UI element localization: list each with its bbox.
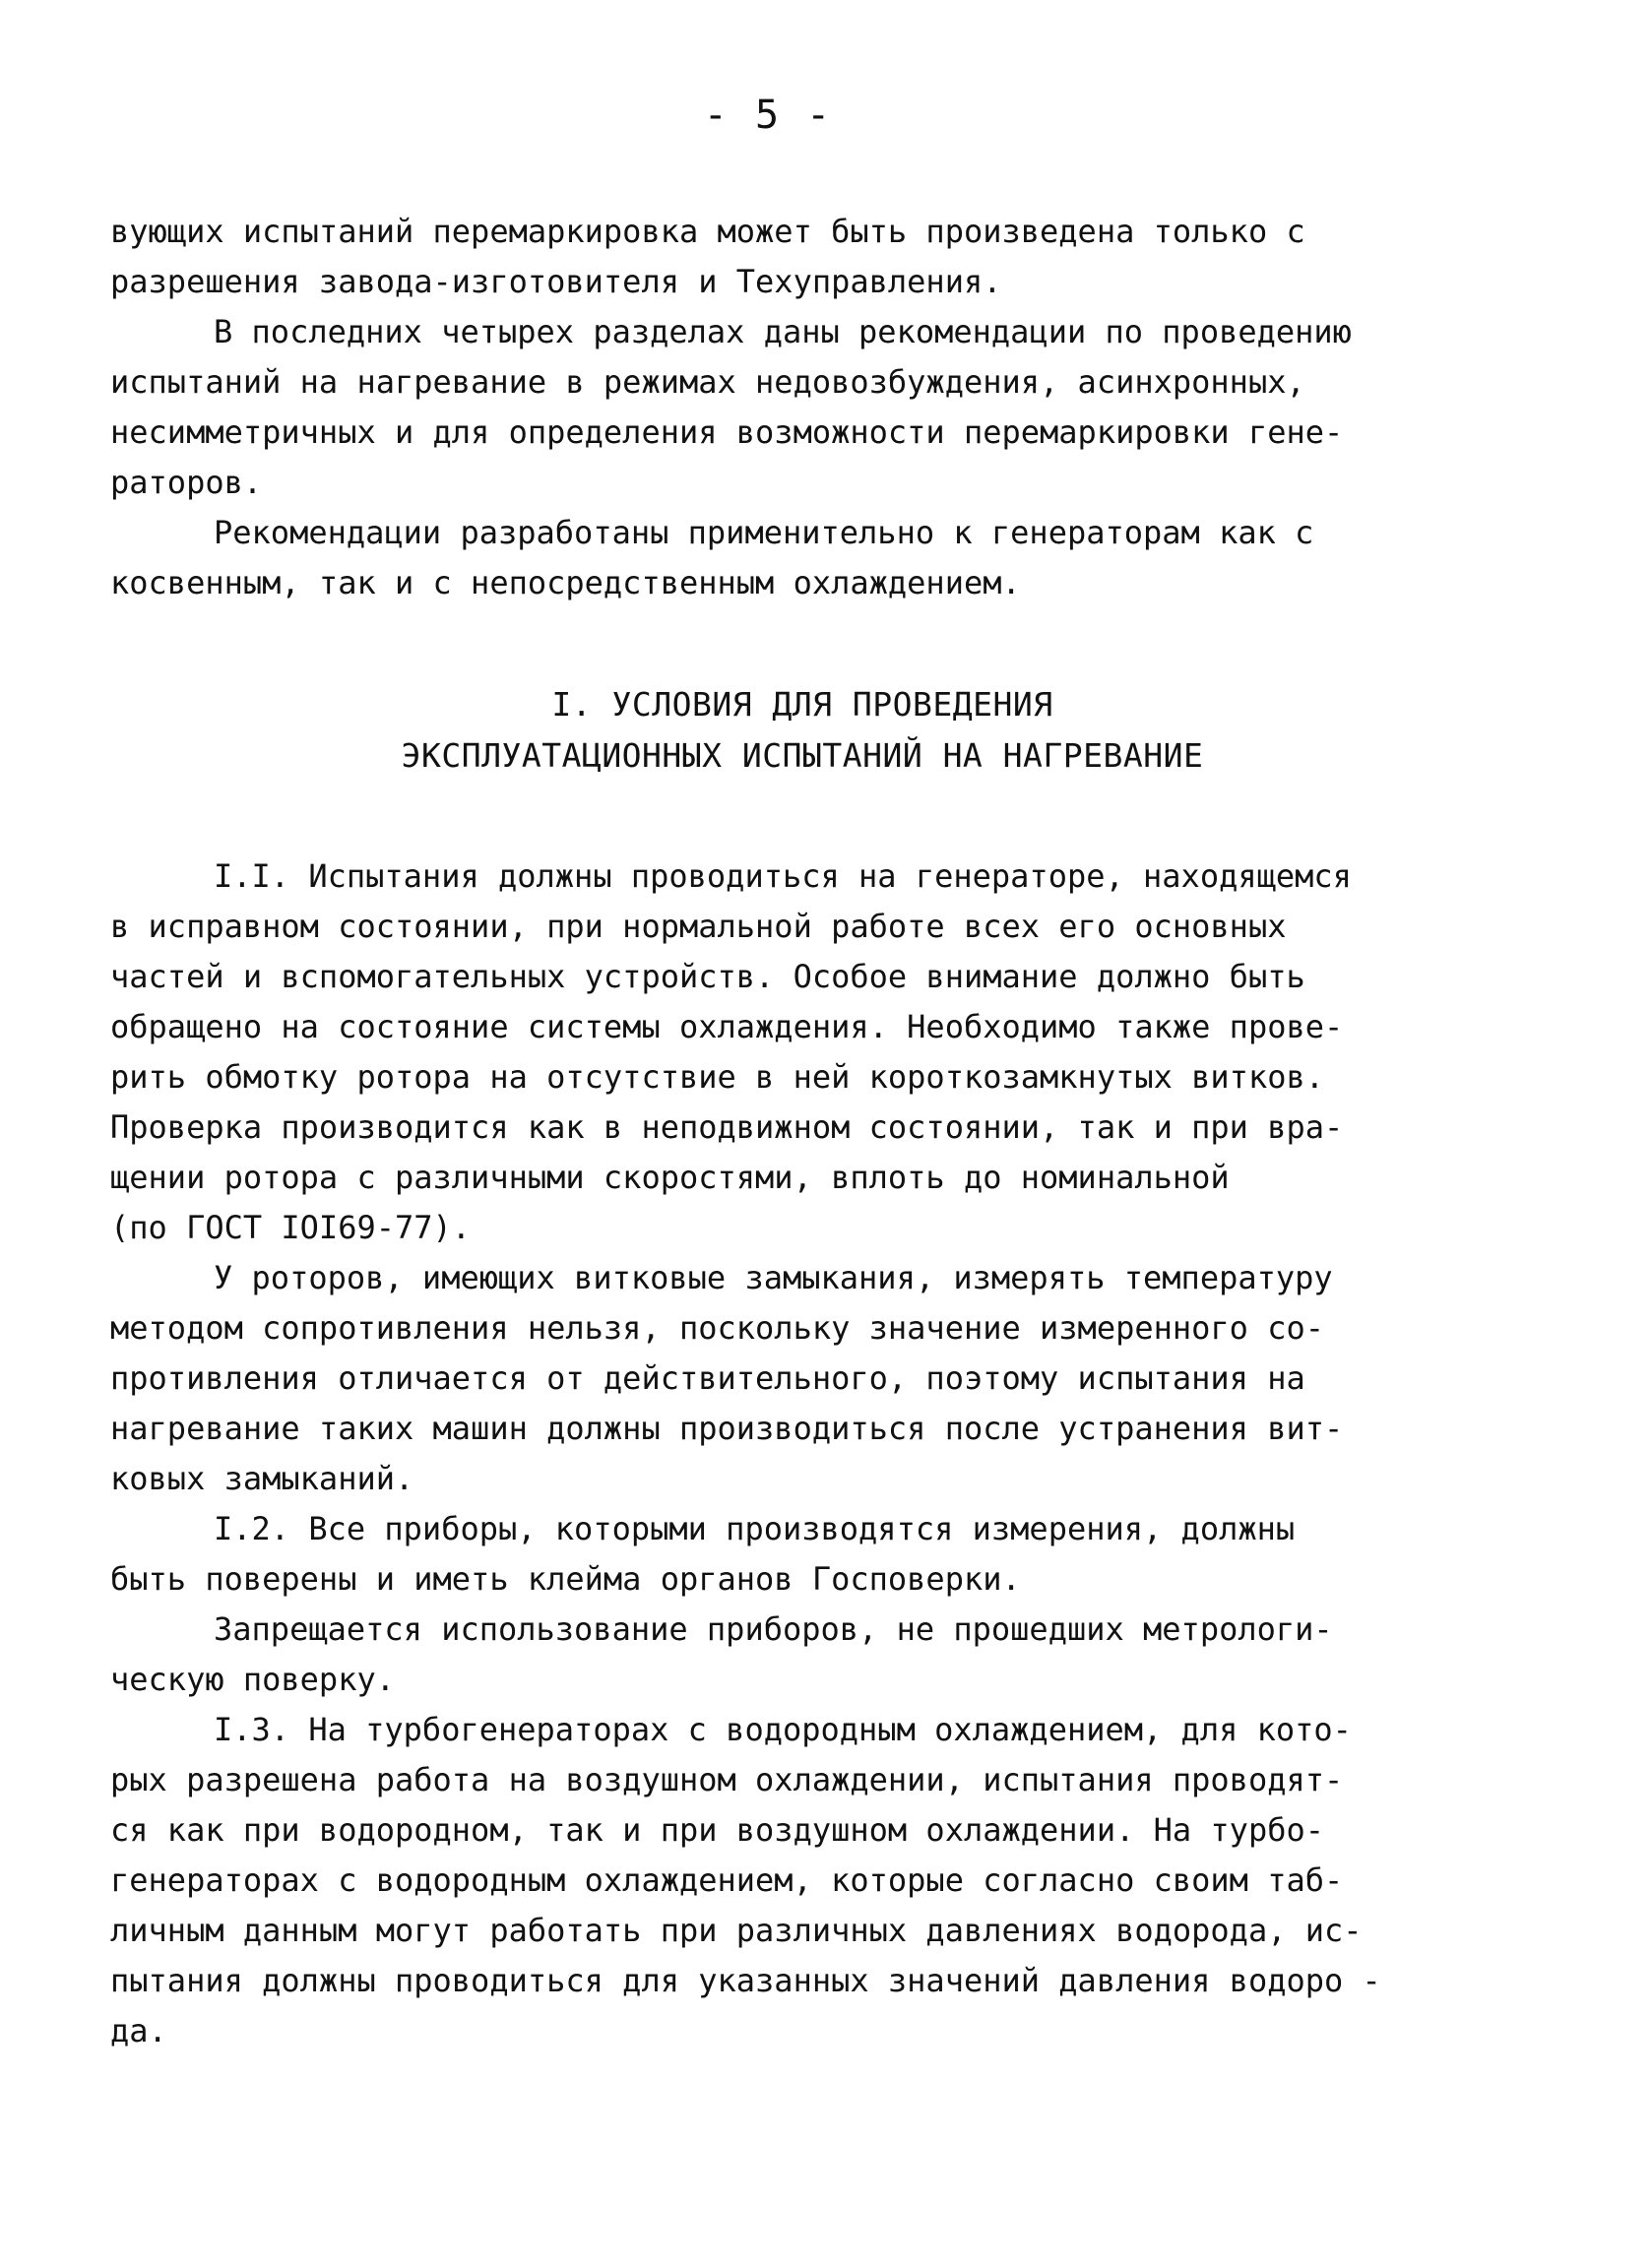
intro-paragraph [110,307,1508,508]
text-line: испытаний на нагревание в режимах недовозбуждения, асинхронных, [110,363,1305,401]
text-line: ковых замыканий. [110,1460,414,1497]
text-line: У роторов, имеющих витковые замыкания, измерять температуру [214,1259,1333,1296]
text-line: в исправном состоянии, при нормальной работе всех его основных [110,908,1287,945]
text-line: быть поверены и иметь клейма органов Госповерки. [110,1560,1021,1598]
intro-section [110,207,1508,608]
text-line: несимметричных и для определения возможности перемаркировки гене- [110,413,1344,451]
text-line: вующих испытаний перемаркировка может быть произведена только с [110,213,1305,250]
section-heading-line-2: ЭКСПЛУАТАЦИОННЫХ ИСПЫТАНИЙ НА НАГРЕВАНИЕ [401,736,1204,775]
text-line: Рекомендации разработаны применительно к генераторам как с [214,514,1314,551]
text-line: личным данным могут работать при различных давлениях водорода, ис- [110,1912,1363,1949]
page-number: - 5 - [703,93,833,138]
text-line: косвенным, так и с непосредственным охлаждением. [110,564,1021,601]
text-line: методом сопротивления нельзя, поскольку значение измеренного со- [110,1309,1324,1347]
body-paragraph [110,1705,1508,2056]
section-heading-line-1: I. УСЛОВИЯ ДЛЯ ПРОВЕДЕНИЯ [551,685,1053,724]
text-line: обращено на состояние системы охлаждения. Необходимо также прове- [110,1008,1344,1045]
text-line: ся как при водородном, так и при воздушном охлаждении. На турбо- [110,1811,1324,1849]
text-line: Проверка производится как в неподвижном состоянии, так и при вра- [110,1108,1344,1146]
text-line: раторов. [110,464,263,501]
intro-paragraph [110,508,1508,608]
section-heading [295,679,1309,782]
text-line: I.I. Испытания должны проводиться на генераторе, находящемся [214,857,1352,895]
text-line: рых разрешена работа на воздушном охлаждении, испытания проводят- [110,1761,1344,1798]
text-line: да. [110,2012,167,2049]
text-line: частей и вспомогательных устройств. Особое внимание должно быть [110,958,1305,995]
text-line: Запрещается использование приборов, не прошедших метрологи- [214,1610,1333,1648]
text-line: I.3. На турбогенераторах с водородным охлаждением, для кото- [214,1711,1352,1748]
text-line: разрешения завода-изготовителя и Техуправления. [110,263,1002,300]
body-paragraph [110,1605,1508,1705]
body-paragraph [110,851,1508,1253]
text-line: ческую поверку. [110,1661,395,1698]
body-paragraph [110,1253,1508,1504]
text-line: пытания должны проводиться для указанных значений давления водоро - [110,1962,1381,1999]
text-line: I.2. Все приборы, которыми производятся измерения, должны [214,1510,1296,1547]
text-line: противления отличается от действительного, поэтому испытания на [110,1359,1305,1397]
text-line: нагревание таких машин должны производиться после устранения вит- [110,1410,1344,1447]
intro-paragraph [110,207,1508,307]
text-line: (по ГОСТ IOI69-77). [110,1209,472,1246]
text-line: рить обмотку ротора на отсутствие в ней короткозамкнутых витков. [110,1058,1324,1096]
text-line: генераторах с водородным охлаждением, которые согласно своим таб- [110,1861,1344,1899]
body-paragraph [110,1504,1508,1605]
text-line: В последних четырех разделах даны рекомендации по проведению [214,313,1352,350]
section-body [110,851,1508,2056]
text-line: щении ротора с различными скоростями, вплоть до номинальной [110,1159,1230,1196]
